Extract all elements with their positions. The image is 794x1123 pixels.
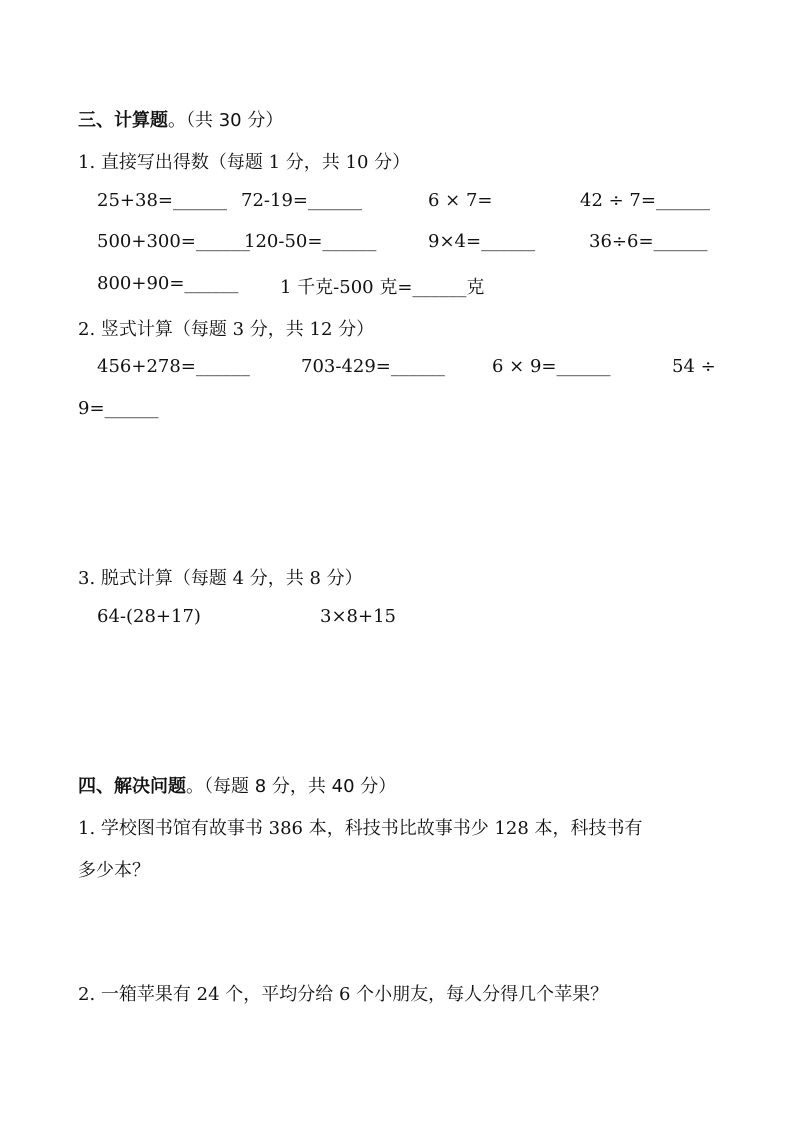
q2-label: 2. 竖式计算（每题 3 分，共 12 分） [78,319,375,340]
q1-item-2: 72-19=______ [241,190,362,211]
q1-item-1: 25+38=______ [97,190,227,211]
q1-item-4: 42 ÷ 7=______ [580,190,710,211]
section-3-title-suffix: 。（共 30 分） [168,110,284,131]
q1-item-8: 36÷6=______ [589,231,708,252]
q2-item-4: 54 ÷ [672,356,716,377]
section-3-title: 三、计算题 [78,110,168,131]
q2-item-2: 703-429=______ [301,356,445,377]
problem-1-line-1: 1. 学校图书馆有故事书 386 本，科技书比故事书少 128 本，科技书有 [78,818,643,839]
section-4-title: 四、解决问题 [78,776,186,797]
problem-1-line-2: 多少本？ [78,860,150,881]
section-4-heading [78,772,396,798]
q1-item-6: 120-50=______ [244,231,377,252]
q1-item-7: 9×4=______ [428,231,536,252]
q1-item-3: 6 × 7= [428,190,493,211]
q2-item-3: 6 × 9=______ [492,356,611,377]
q1-label: 1. 直接写出得数（每题 1 分，共 10 分） [78,152,411,173]
q2-item-1: 456+278=______ [97,356,250,377]
q2-item-4-continued: 9=______ [78,398,159,419]
problem-2-line-1: 2. 一箱苹果有 24 个，平均分给 6 个小朋友，每人分得几个苹果？ [78,984,609,1005]
q1-item-10: 1 千克-500 克=______克 [280,277,485,298]
q1-item-9: 800+90=______ [97,273,239,294]
section-3-heading [78,106,283,132]
q1-item-5: 500+300=______ [97,231,250,252]
section-4-title-suffix: 。（每题 8 分，共 40 分） [186,776,397,797]
q3-item-1: 64-(28+17) [97,606,201,627]
q3-item-2: 3×8+15 [320,606,396,627]
q3-label: 3. 脱式计算（每题 4 分，共 8 分） [78,568,363,589]
